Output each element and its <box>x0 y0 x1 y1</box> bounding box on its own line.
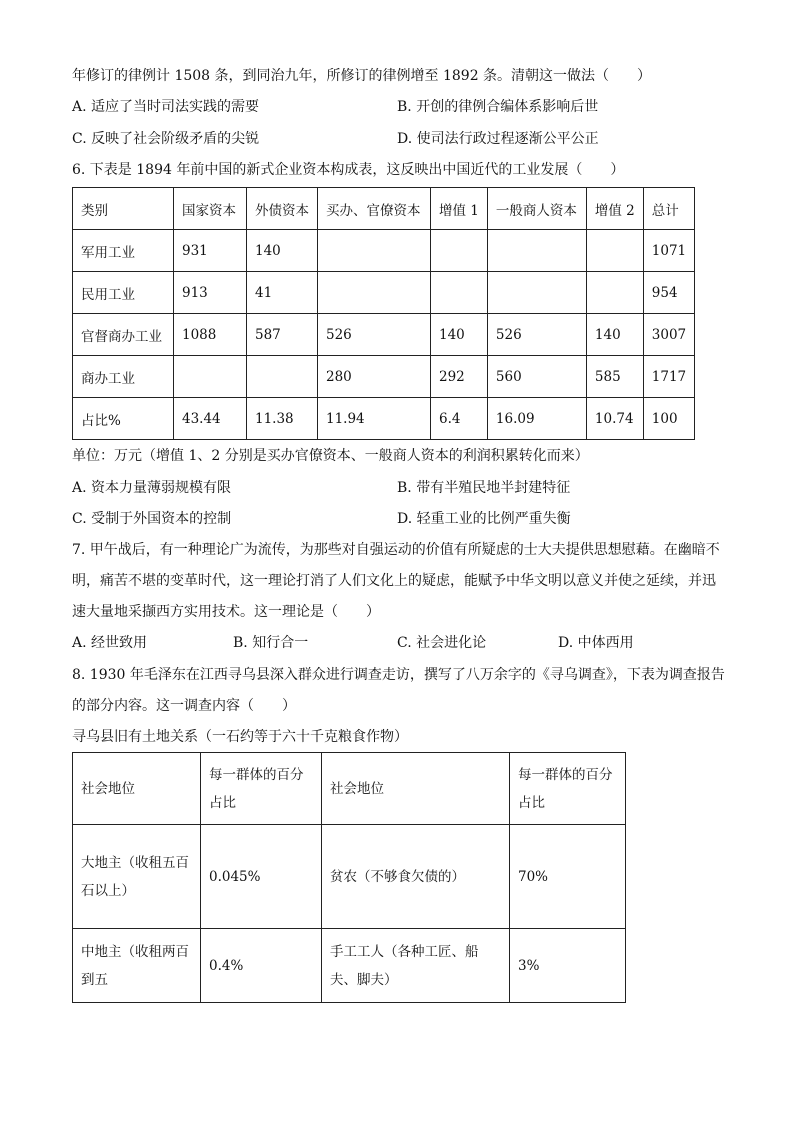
table-cell <box>247 356 318 398</box>
table-header-cell: 社会地位 <box>73 753 201 825</box>
table-cell: 官督商办工业 <box>73 314 174 356</box>
table-cell: 3% <box>510 929 626 1003</box>
q5-option-b[interactable]: B. 开创的律例合编体系影响后世 <box>397 99 599 115</box>
table-cell: 587 <box>247 314 318 356</box>
table-cell: 931 <box>174 230 247 272</box>
q5-option-a[interactable]: A. 适应了当时司法实践的需要 <box>72 99 260 115</box>
table-cell: 140 <box>431 314 488 356</box>
q5-stem-tail: 年修订的律例计 1508 条，到同治九年，所修订的律例增至 1892 条。清朝这一做法（ ） <box>72 68 652 84</box>
table-header-cell: 社会地位 <box>322 753 510 825</box>
q6-option-c[interactable]: C. 受制于外国资本的控制 <box>72 511 232 527</box>
table-header-cell: 一般商人资本 <box>487 188 586 230</box>
table-cell: 1717 <box>643 356 694 398</box>
table-cell: 占比% <box>73 398 174 440</box>
table-header-cell: 增值 1 <box>431 188 488 230</box>
table-cell: 民用工业 <box>73 272 174 314</box>
table-header-cell: 总计 <box>643 188 694 230</box>
table-header-cell: 每一群体的百分占比 <box>201 753 322 825</box>
table-cell: 585 <box>586 356 643 398</box>
q8-stem-line-1: 8. 1930 年毛泽东在江西寻乌县深入群众进行调查走访，撰写了八万余字的《寻乌调查》，下表为调查报告 <box>72 667 725 683</box>
table-cell: 3007 <box>643 314 694 356</box>
table-header-cell: 国家资本 <box>174 188 247 230</box>
table-row <box>73 272 695 314</box>
table-cell: 11.94 <box>318 398 431 440</box>
table-cell: 43.44 <box>174 398 247 440</box>
q5-option-d[interactable]: D. 使司法行政过程逐渐公平公正 <box>397 131 599 147</box>
table-cell <box>586 272 643 314</box>
q8-stem-line-2: 的部分内容。这一调查内容（ ） <box>72 698 296 714</box>
table-cell <box>586 230 643 272</box>
table-cell: 140 <box>247 230 318 272</box>
table-cell <box>318 272 431 314</box>
table-cell: 0.045% <box>201 825 322 929</box>
table-cell: 292 <box>431 356 488 398</box>
land-relations-table <box>72 752 626 1003</box>
q6-option-d[interactable]: D. 轻重工业的比例严重失衡 <box>397 511 571 527</box>
table-cell: 280 <box>318 356 431 398</box>
table-row <box>73 825 626 929</box>
table-cell: 贫农（不够食欠债的） <box>322 825 510 929</box>
table-row <box>73 230 695 272</box>
table-cell: 41 <box>247 272 318 314</box>
table-header-cell: 增值 2 <box>586 188 643 230</box>
table-cell: 11.38 <box>247 398 318 440</box>
table-header-cell: 外债资本 <box>247 188 318 230</box>
table-cell: 560 <box>487 356 586 398</box>
table-cell <box>431 272 488 314</box>
table-cell: 100 <box>643 398 694 440</box>
table-cell: 140 <box>586 314 643 356</box>
table-header-row <box>73 188 695 230</box>
capital-structure-table <box>72 187 695 440</box>
table-row <box>73 356 695 398</box>
table-row <box>73 314 695 356</box>
q7-option-b[interactable]: B. 知行合一 <box>233 635 309 651</box>
table-cell: 954 <box>643 272 694 314</box>
table-cell: 大地主（收租五百石以上） <box>73 825 201 929</box>
table-cell: 913 <box>174 272 247 314</box>
table-cell: 70% <box>510 825 626 929</box>
q6-option-a[interactable]: A. 资本力量薄弱规模有限 <box>72 480 232 496</box>
table-header-cell: 类别 <box>73 188 174 230</box>
q7-option-d[interactable]: D. 中体西用 <box>558 635 634 651</box>
q7-option-a[interactable]: A. 经世致用 <box>72 635 148 651</box>
table-cell: 10.74 <box>586 398 643 440</box>
table-header-cell: 买办、官僚资本 <box>318 188 431 230</box>
q6-stem: 6. 下表是 1894 年前中国的新式企业资本构成表，这反映出中国近代的工业发展（ ） <box>72 162 625 178</box>
table-cell: 1071 <box>643 230 694 272</box>
table-cell: 6.4 <box>431 398 488 440</box>
table-cell: 中地主（收租两百到五 <box>73 929 201 1003</box>
q7-stem-line-3: 速大量地采撷西方实用技术。这一理论是（ ） <box>72 604 380 620</box>
table-cell <box>318 230 431 272</box>
table-row <box>73 398 695 440</box>
table-unit-note: 单位：万元（增值 1、2 分别是买办官僚资本、一般商人资本的利润积累转化而来） <box>72 448 589 464</box>
table-cell: 军用工业 <box>73 230 174 272</box>
table-cell <box>487 272 586 314</box>
table-header-cell: 每一群体的百分占比 <box>510 753 626 825</box>
q7-stem-line-2: 明，痛苦不堪的变革时代，这一理论打消了人们文化上的疑虑，能赋予中华文明以意义并使之延续，并迅 <box>72 573 716 589</box>
table-cell: 16.09 <box>487 398 586 440</box>
q7-stem-line-1: 7. 甲午战后，有一种理论广为流传，为那些对自强运动的价值有所疑虑的士大夫提供思想慰藉。在幽暗不 <box>72 542 720 558</box>
table-cell: 526 <box>318 314 431 356</box>
q5-option-c[interactable]: C. 反映了社会阶级矛盾的尖锐 <box>72 131 260 147</box>
table-cell: 手工工人（各种工匠、船夫、脚夫） <box>322 929 510 1003</box>
table-header-row <box>73 753 626 825</box>
q6-option-b[interactable]: B. 带有半殖民地半封建特征 <box>397 480 571 496</box>
table-cell: 商办工业 <box>73 356 174 398</box>
table-cell: 526 <box>487 314 586 356</box>
table-cell: 0.4% <box>201 929 322 1003</box>
table-row <box>73 929 626 1003</box>
table-cell: 1088 <box>174 314 247 356</box>
table-cell <box>487 230 586 272</box>
q7-option-c[interactable]: C. 社会进化论 <box>397 635 487 651</box>
table8-title: 寻乌县旧有土地关系（一石约等于六十千克粮食作物） <box>72 729 408 745</box>
table-cell <box>431 230 488 272</box>
table-cell <box>174 356 247 398</box>
